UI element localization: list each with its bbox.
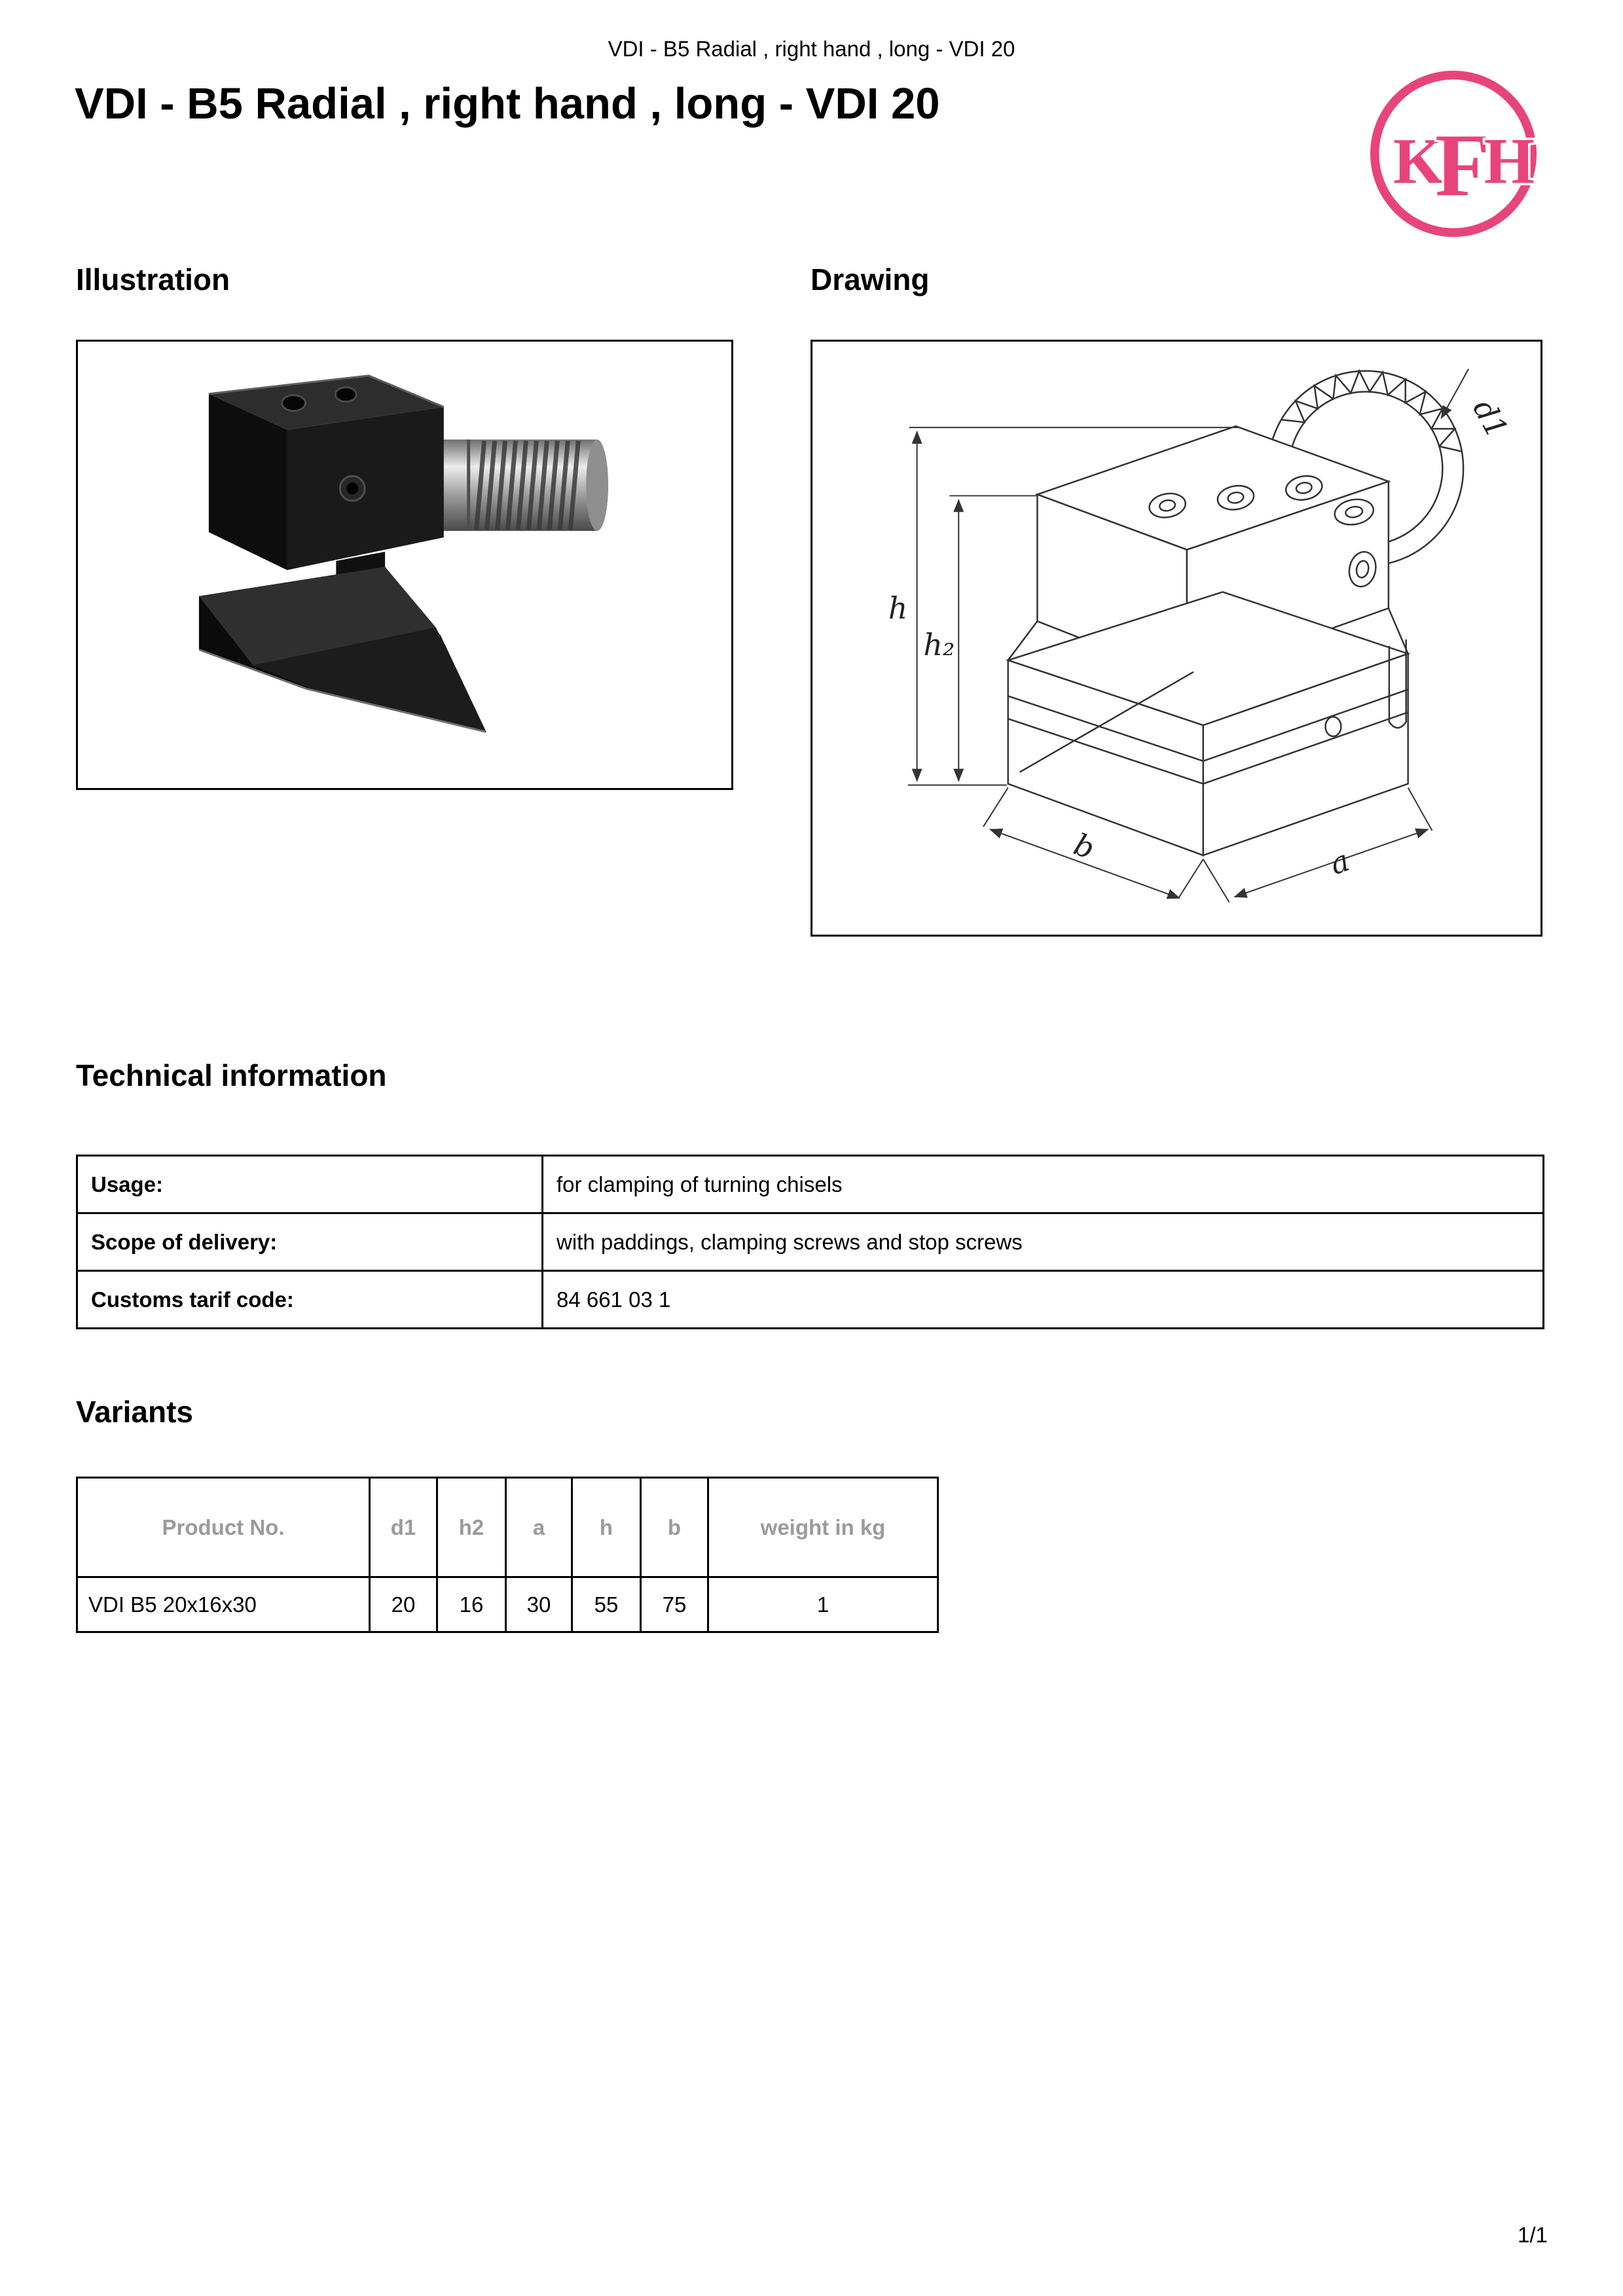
col-header-h: h (572, 1478, 641, 1577)
tool-shank (418, 440, 608, 531)
col-header-weight: weight in kg (708, 1478, 938, 1577)
cell-d1: 20 (370, 1577, 437, 1632)
dimension-label-h2: h₂ (923, 627, 955, 662)
technical-value: for clamping of turning chisels (543, 1156, 1544, 1213)
technical-drawing (812, 342, 1541, 935)
illustration-image (78, 342, 731, 788)
variants-data-row (77, 1577, 938, 1632)
dimension-label-b: b (1069, 827, 1099, 867)
logo-letter-f: F (1435, 115, 1490, 215)
heading-technical-information: Technical information (76, 1058, 387, 1092)
illustration-box (76, 340, 733, 790)
page-number: 1/1 (1518, 2223, 1548, 2247)
technical-value: 84 661 03 1 (543, 1271, 1544, 1329)
cell-h2: 16 (437, 1577, 506, 1632)
heading-variants: Variants (76, 1395, 193, 1429)
tool-base (199, 567, 486, 732)
tool-head (209, 376, 444, 570)
heading-drawing: Drawing (811, 262, 930, 296)
technical-table (76, 1155, 1544, 1329)
dimension-label-d1: d1 (1466, 393, 1515, 444)
technical-value: with paddings, clamping screws and stop screws (543, 1213, 1544, 1271)
logo-letter-h: H (1484, 124, 1535, 198)
drawing-box (811, 340, 1542, 937)
col-header-product-no: Product No. (77, 1478, 370, 1577)
col-header-b: b (641, 1478, 708, 1577)
logo-letter-k: K (1393, 124, 1444, 198)
page-title: VDI - B5 Radial , right hand , long - VDI 20 (75, 79, 940, 128)
technical-row-customs (77, 1271, 1544, 1329)
col-header-h2: h2 (437, 1478, 506, 1577)
col-header-a: a (506, 1478, 572, 1577)
technical-label: Customs tarif code: (77, 1271, 543, 1329)
technical-label: Scope of delivery: (77, 1213, 543, 1271)
technical-row-usage (77, 1156, 1544, 1213)
kfh-logo-graphic (1362, 62, 1545, 245)
heading-illustration: Illustration (76, 262, 230, 296)
variants-header-row (77, 1478, 938, 1577)
technical-row-scope (77, 1213, 1544, 1271)
dimension-label-h: h (888, 591, 908, 626)
kfh-logo (1362, 62, 1545, 245)
cell-product-no: VDI B5 20x16x30 (77, 1577, 370, 1632)
cell-h: 55 (572, 1577, 641, 1632)
variants-table (76, 1477, 939, 1633)
col-header-d1: d1 (370, 1478, 437, 1577)
document-header: VDI - B5 Radial , right hand , long - VDI 20 (608, 37, 1015, 61)
cell-b: 75 (641, 1577, 708, 1632)
cell-weight: 1 (708, 1577, 938, 1632)
technical-label: Usage: (77, 1156, 543, 1213)
dimension-label-a: a (1325, 843, 1354, 882)
cell-a: 30 (506, 1577, 572, 1632)
